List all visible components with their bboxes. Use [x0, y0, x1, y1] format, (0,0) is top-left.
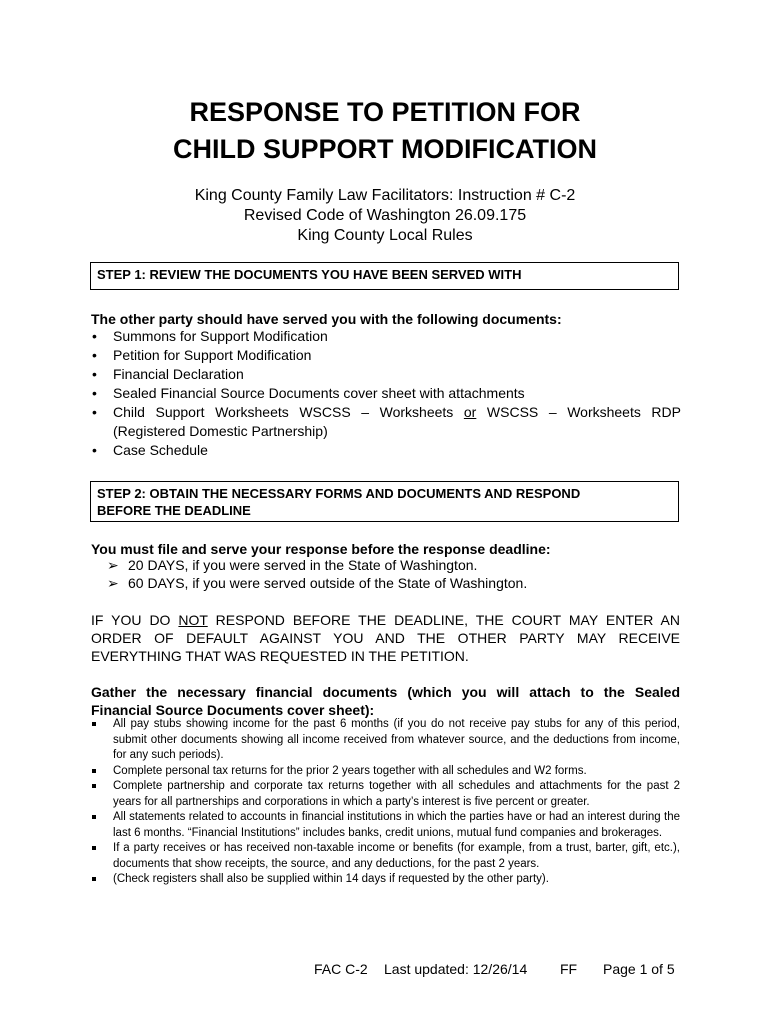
list-item: • Case Schedule	[91, 441, 681, 460]
step2-heading-box	[90, 481, 679, 522]
square-bullet-icon	[92, 784, 96, 788]
not-underlined: NOT	[178, 612, 208, 628]
footer-page-number: Page 1 of 5	[603, 961, 675, 977]
gather-financial-heading: Gather the necessary financial documents (which you will attach to the Sealed Financial Source Documents cover sheet):	[91, 684, 680, 718]
list-item: Complete partnership and corporate tax returns together with all schedules and attachments for the past 2 years for all partnerships and corporations in which a party’s interest is five percent or greater.	[91, 779, 680, 810]
served-documents-list	[91, 327, 681, 460]
deadline-intro: You must file and serve your response before the response deadline:	[91, 541, 551, 557]
list-item: • Financial Declaration	[91, 365, 681, 384]
list-item: • Summons for Support Modification	[91, 327, 681, 346]
square-bullet-icon	[92, 769, 96, 773]
step1-heading: STEP 1: REVIEW THE DOCUMENTS YOU HAVE BEEN SERVED WITH	[97, 267, 522, 282]
square-bullet-icon	[92, 722, 96, 726]
footer-last-updated: Last updated: 12/26/14	[384, 961, 528, 977]
default-warning: IF YOU DO NOT RESPOND BEFORE THE DEADLINE, THE COURT MAY ENTER AN ORDER OF DEFAULT AGAINST YOU AND THE OTHER PARTY MAY RECEIVE EVERYTHING THAT WAS REQUESTED IN THE PETITION.	[91, 612, 680, 664]
list-item: All statements related to accounts in financial institutions in which the parties have or had an interest during the last 6 months. “Financial Institutions” includes banks, credit unions, mutual fund companies and brokerages.	[91, 810, 680, 841]
page-title-line1: RESPONSE TO PETITION FOR	[189, 97, 581, 127]
subtitle-rcw: Revised Code of Washington 26.09.175	[243, 207, 527, 224]
step1-intro: The other party should have served you with the following documents:	[91, 311, 562, 327]
list-item: If a party receives or has received non-taxable income or benefits (for example, from a trust, barter, gift, etc.), documents that show receipts, the source, and any deductions, for the past 2 years.	[91, 841, 680, 872]
or-underlined: or	[463, 404, 477, 420]
subtitle-local-rules: King County Local Rules	[297, 227, 473, 244]
page-title-line2: CHILD SUPPORT MODIFICATION	[173, 134, 597, 164]
list-item: (Check registers shall also be supplied within 14 days if requested by the other party).	[91, 872, 680, 888]
list-item: • Petition for Support Modification	[91, 346, 681, 365]
arrow-bullet-icon: ➢	[107, 557, 119, 573]
footer-initials: FF	[560, 961, 578, 977]
list-item: Complete personal tax returns for the prior 2 years together with all schedules and W2 forms.	[91, 764, 680, 780]
step1-heading-box	[90, 262, 679, 290]
list-item: ➢ 60 DAYS, if you were served outside of the State of Washington.	[107, 575, 528, 591]
deadline-list	[107, 556, 667, 592]
footer-form-id: FAC C-2	[314, 961, 368, 977]
step2-heading-line1: STEP 2: OBTAIN THE NECESSARY FORMS AND DOCUMENTS AND RESPOND	[97, 486, 581, 501]
square-bullet-icon	[92, 846, 96, 850]
square-bullet-icon	[92, 877, 96, 881]
list-item: All pay stubs showing income for the past 6 months (if you do not receive pay stubs for any of this period, submit other documents showing all income received from whatever source, and the deductions from income, for any such periods).	[91, 717, 680, 764]
square-bullet-icon	[92, 815, 96, 819]
subtitle-instruction: King County Family Law Facilitators: Instruction # C-2	[194, 187, 576, 204]
list-item: • Child Support Worksheets WSCSS – Worksheets or WSCSS – Worksheets RDP (Registered Domestic Partnership)	[91, 403, 681, 441]
list-item: ➢ 20 DAYS, if you were served in the State of Washington.	[107, 557, 478, 573]
financial-documents-list	[91, 717, 680, 888]
list-item: • Sealed Financial Source Documents cover sheet with attachments	[91, 384, 681, 403]
arrow-bullet-icon: ➢	[107, 575, 119, 591]
step2-heading-line2: BEFORE THE DEADLINE	[97, 503, 251, 518]
